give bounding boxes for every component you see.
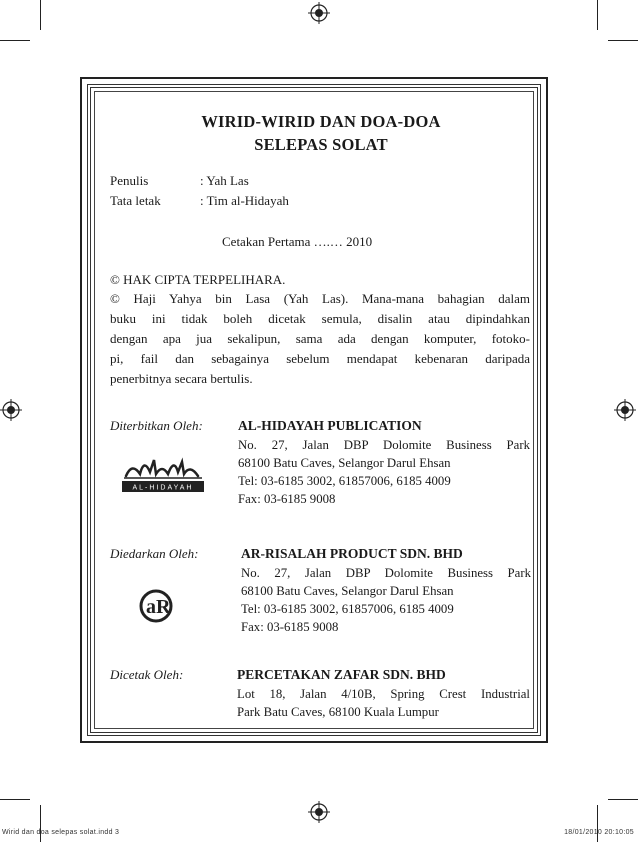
printer-address — [237, 685, 530, 721]
address-line: No. 27, Jalan DBP Dolomite Business Park — [238, 438, 530, 452]
credit-value-layout: : Tim al-Hidayah — [200, 193, 289, 208]
address-line: Tel: 03-6185 3002, 61857006, 6185 4009 — [241, 602, 454, 616]
distributor-label: Diedarkan Oleh: — [110, 546, 199, 561]
ar-risalah-logo — [134, 580, 186, 632]
decorative-border — [80, 77, 548, 743]
copyright-line: buku ini tidak boleh dicetak semula, disalin atau dipindahkan — [110, 311, 530, 326]
book-title-line2: SELEPAS SOLAT — [254, 135, 388, 154]
registration-mark-icon — [0, 399, 22, 421]
copyright-line: © Haji Yahya bin Lasa (Yah Las). Mana-mana bahagian dalam — [110, 291, 530, 306]
publisher-label: Diterbitkan Oleh: — [110, 418, 203, 433]
crop-mark — [608, 40, 638, 41]
registration-mark-icon — [308, 2, 330, 24]
copyright-heading: © HAK CIPTA TERPELIHARA. — [110, 272, 286, 287]
address-line: 68100 Batu Caves, Selangor Darul Ehsan — [241, 584, 454, 598]
address-line: Lot 18, Jalan 4/10B, Spring Crest Industrial — [237, 687, 530, 701]
publisher-name: AL-HIDAYAH PUBLICATION — [238, 418, 422, 433]
slug-filename: Wirid dan doa selepas solat.indd 3 — [2, 829, 120, 836]
printer-label: Dicetak Oleh: — [110, 667, 184, 682]
book-title-line1: WIRID-WIRID DAN DOA-DOA — [201, 112, 441, 131]
distributor-address — [241, 564, 531, 636]
crop-mark — [0, 40, 30, 41]
al-hidayah-logo — [118, 452, 208, 494]
registration-mark-icon — [308, 801, 330, 823]
copyright-line: penerbitnya secara bertulis. — [110, 371, 253, 386]
crop-mark — [0, 799, 30, 800]
address-line: 68100 Batu Caves, Selangor Darul Ehsan — [238, 456, 451, 470]
address-line: No. 27, Jalan DBP Dolomite Business Park — [241, 566, 531, 580]
address-line: Fax: 03-6185 9008 — [241, 620, 339, 634]
publisher-address — [238, 436, 530, 508]
slug-timestamp: 18/01/2010 20:10:05 — [564, 829, 634, 836]
logo-text: aR — [146, 596, 171, 618]
printer-name: PERCETAKAN ZAFAR SDN. BHD — [237, 667, 446, 682]
copyright-line: dengan apa jua sekalipun, sama ada dengan komputer, fotoko- — [110, 331, 530, 346]
copyright-paragraph — [110, 289, 530, 389]
distributor-name: AR-RISALAH PRODUCT SDN. BHD — [241, 546, 463, 561]
credit-label-layout: Tata letak — [110, 193, 161, 208]
crop-mark — [608, 799, 638, 800]
crop-mark — [597, 805, 598, 842]
address-line: Fax: 03-6185 9008 — [238, 492, 336, 506]
address-line: Park Batu Caves, 68100 Kuala Lumpur — [237, 705, 439, 719]
crop-mark — [597, 0, 598, 30]
edition-line: Cetakan Pertama ….… 2010 — [222, 234, 373, 249]
credit-value-author: : Yah Las — [200, 173, 249, 188]
address-line: Tel: 03-6185 3002, 61857006, 6185 4009 — [238, 474, 451, 488]
credit-label-author: Penulis — [110, 173, 149, 188]
crop-mark — [40, 0, 41, 30]
logo-text: AL-HIDAYAH — [132, 484, 194, 492]
registration-mark-icon — [614, 399, 636, 421]
copyright-line: pi, fail dan sebagainya sebelum mendapat kebenaran daripada — [110, 351, 530, 366]
crop-mark — [40, 805, 41, 842]
